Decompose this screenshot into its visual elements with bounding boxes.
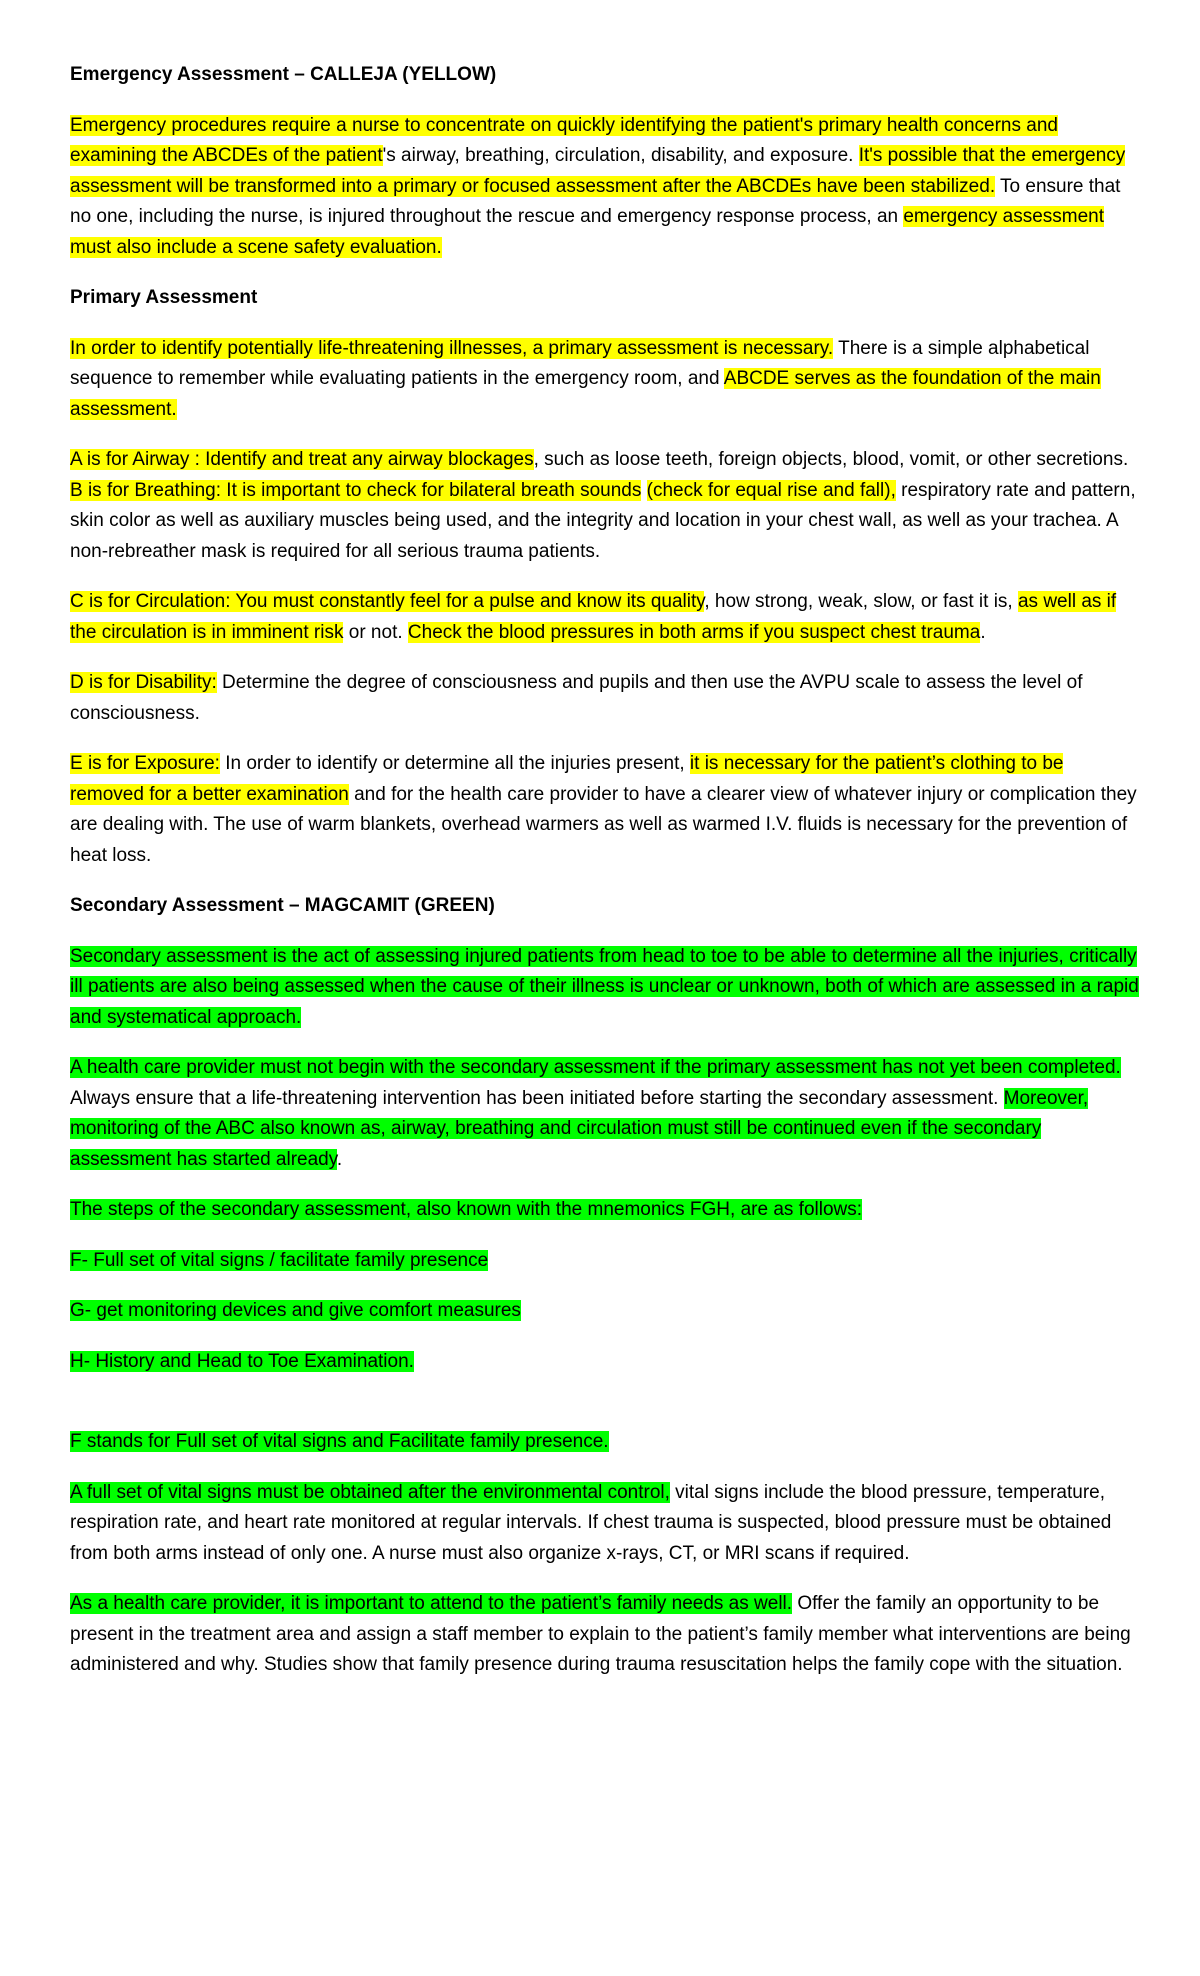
paragraph-f-stands-for xyxy=(70,1427,1142,1458)
list-item-g xyxy=(70,1296,1142,1327)
heading-emergency-assessment: Emergency Assessment – CALLEJA (YELLOW) xyxy=(70,64,497,85)
paragraph-family-presence xyxy=(70,1589,1142,1681)
yellow-highlighted-text: it is necessary for the patient’s clothing to be removed for a better examination xyxy=(70,753,1064,805)
paragraph-secondary-steps xyxy=(70,1195,1142,1226)
paragraph-disability xyxy=(70,668,1142,729)
yellow-highlighted-text: D is for Disability: xyxy=(70,672,217,693)
paragraph-airway xyxy=(70,445,1142,476)
plain-text: Offer the family an opportunity to be present in the treatment area and assign a staff member to explain to the patient’s family member what interventions are being administered and why. Studies show that family presence during trauma resuscitation helps the family cope with the situation. xyxy=(70,1593,1131,1675)
plain-text: Determine the degree of consciousness and pupils and then use the AVPU scale to assess the level of consciousness. xyxy=(70,672,1083,724)
document-page xyxy=(70,60,1142,1701)
green-highlighted-text: As a health care provider, it is important to attend to the patient’s family needs as well. xyxy=(70,1593,793,1614)
yellow-highlighted-text: ABCDE serves as the foundation of the main assessment. xyxy=(70,368,1101,420)
heading-secondary-assessment: Secondary Assessment – MAGCAMIT (GREEN) xyxy=(70,895,495,916)
green-highlighted-text: A health care provider must not begin with the secondary assessment if the primary assessment has not yet been completed. xyxy=(70,1057,1121,1078)
list-item-f xyxy=(70,1246,1142,1277)
plain-text: 's airway, breathing, circulation, disability, and exposure. xyxy=(382,145,859,166)
plain-text: There is a simple alphabetical sequence to remember while evaluating patients in the emergency room, and xyxy=(70,337,1090,389)
green-highlighted-text: G- get monitoring devices and give comfort measures xyxy=(70,1300,521,1321)
plain-text: . xyxy=(336,1148,343,1170)
paragraph-vital-signs xyxy=(70,1478,1142,1570)
yellow-highlighted-text: Emergency procedures require a nurse to concentrate on quickly identifying the patient's primary health concerns and examining the ABCDEs of the patient xyxy=(70,114,1058,166)
blank-line xyxy=(70,1397,1142,1427)
plain-text: . xyxy=(980,621,986,643)
yellow-highlighted-text: C is for Circulation: You must constantly feel for a pulse and know its quality xyxy=(70,591,705,612)
paragraph-circulation xyxy=(70,587,1142,648)
paragraph-exposure xyxy=(70,749,1142,871)
plain-text xyxy=(641,480,646,501)
plain-text: In order to identify or determine all the injuries present, xyxy=(219,753,690,774)
yellow-highlighted-text: as well as if the circulation is in imminent risk xyxy=(70,591,1117,643)
paragraph-primary-intro xyxy=(70,334,1142,426)
plain-text: , such as loose teeth, foreign objects, blood, vomit, or other secretions. xyxy=(533,449,1129,470)
green-highlighted-text: Secondary assessment is the act of assessing injured patients from head to toe to be able to determine all the injuries, critically ill patients are also being assessed when the cause of their illness is unclear or unknown, both of which are assessed in a rapid and systematical approach. xyxy=(70,945,1139,1028)
green-highlighted-text: Moreover, monitoring of the ABC also known as, airway, breathing and circulation must still be continued even if the secondary assessment has started already xyxy=(70,1087,1089,1170)
paragraph-breathing xyxy=(70,476,1142,568)
yellow-highlighted-text: B is for Breathing: It is important to check for bilateral breath sounds xyxy=(70,479,642,501)
green-highlighted-text: H- History and Head to Toe Examination. xyxy=(70,1350,414,1372)
paragraph-secondary-intro xyxy=(70,942,1142,1034)
yellow-highlighted-text: emergency assessment must also include a scene safety evaluation. xyxy=(70,206,1105,258)
yellow-highlighted-text: A is for Airway : Identify and treat any airway blockages xyxy=(70,449,534,470)
plain-text: and for the health care provider to have a clearer view of whatever injury or complication they are dealing with. The use of warm blankets, overhead warmers as well as warmed I.V. fluids is necessary for the prevention of heat loss. xyxy=(70,783,1137,866)
plain-text: , how strong, weak, slow, or fast it is, xyxy=(704,591,1018,612)
plain-text: or not. xyxy=(343,621,408,643)
yellow-highlighted-text: It's possible that the emergency assessment will be transformed into a primary or focused assessment after the ABCDEs have been stabilized. xyxy=(70,145,1126,197)
yellow-highlighted-text: (check for equal rise and fall), xyxy=(646,479,896,501)
green-highlighted-text: F stands for Full set of vital signs and Facilitate family presence. xyxy=(70,1431,609,1452)
yellow-highlighted-text: E is for Exposure: xyxy=(70,753,220,774)
yellow-highlighted-text: In order to identify potentially life-threatening illnesses, a primary assessment is necessary. xyxy=(70,337,834,359)
paragraph-secondary-prereq xyxy=(70,1053,1142,1175)
green-highlighted-text: A full set of vital signs must be obtained after the environmental control, xyxy=(70,1481,670,1503)
green-highlighted-text: F- Full set of vital signs / facilitate family presence xyxy=(70,1249,489,1271)
plain-text: vital signs include the blood pressure, temperature, respiration rate, and heart rate monitored at regular intervals. If chest trauma is suspected, blood pressure must be obtained from both arms instead of only one. A nurse must also organize x-rays, CT, or MRI scans if required. xyxy=(70,1481,1112,1564)
plain-text: To ensure that no one, including the nurse, is injured throughout the rescue and emergency response process, an xyxy=(70,175,1121,227)
heading-primary-assessment: Primary Assessment xyxy=(70,287,258,308)
yellow-highlighted-text: Check the blood pressures in both arms if you suspect chest trauma xyxy=(407,621,981,643)
list-item-h xyxy=(70,1347,1142,1378)
paragraph-emergency-intro xyxy=(70,111,1142,264)
plain-text: respiratory rate and pattern, skin color as well as auxiliary muscles being used, and the integrity and location in your chest wall, as well as your trachea. A non-rebreather mask is required for all serious trauma patients. xyxy=(70,479,1136,562)
green-highlighted-text: The steps of the secondary assessment, also known with the mnemonics FGH, are as follows: xyxy=(70,1199,863,1220)
plain-text: Always ensure that a life-threatening intervention has been initiated before starting the secondary assessment. xyxy=(70,1087,1004,1109)
